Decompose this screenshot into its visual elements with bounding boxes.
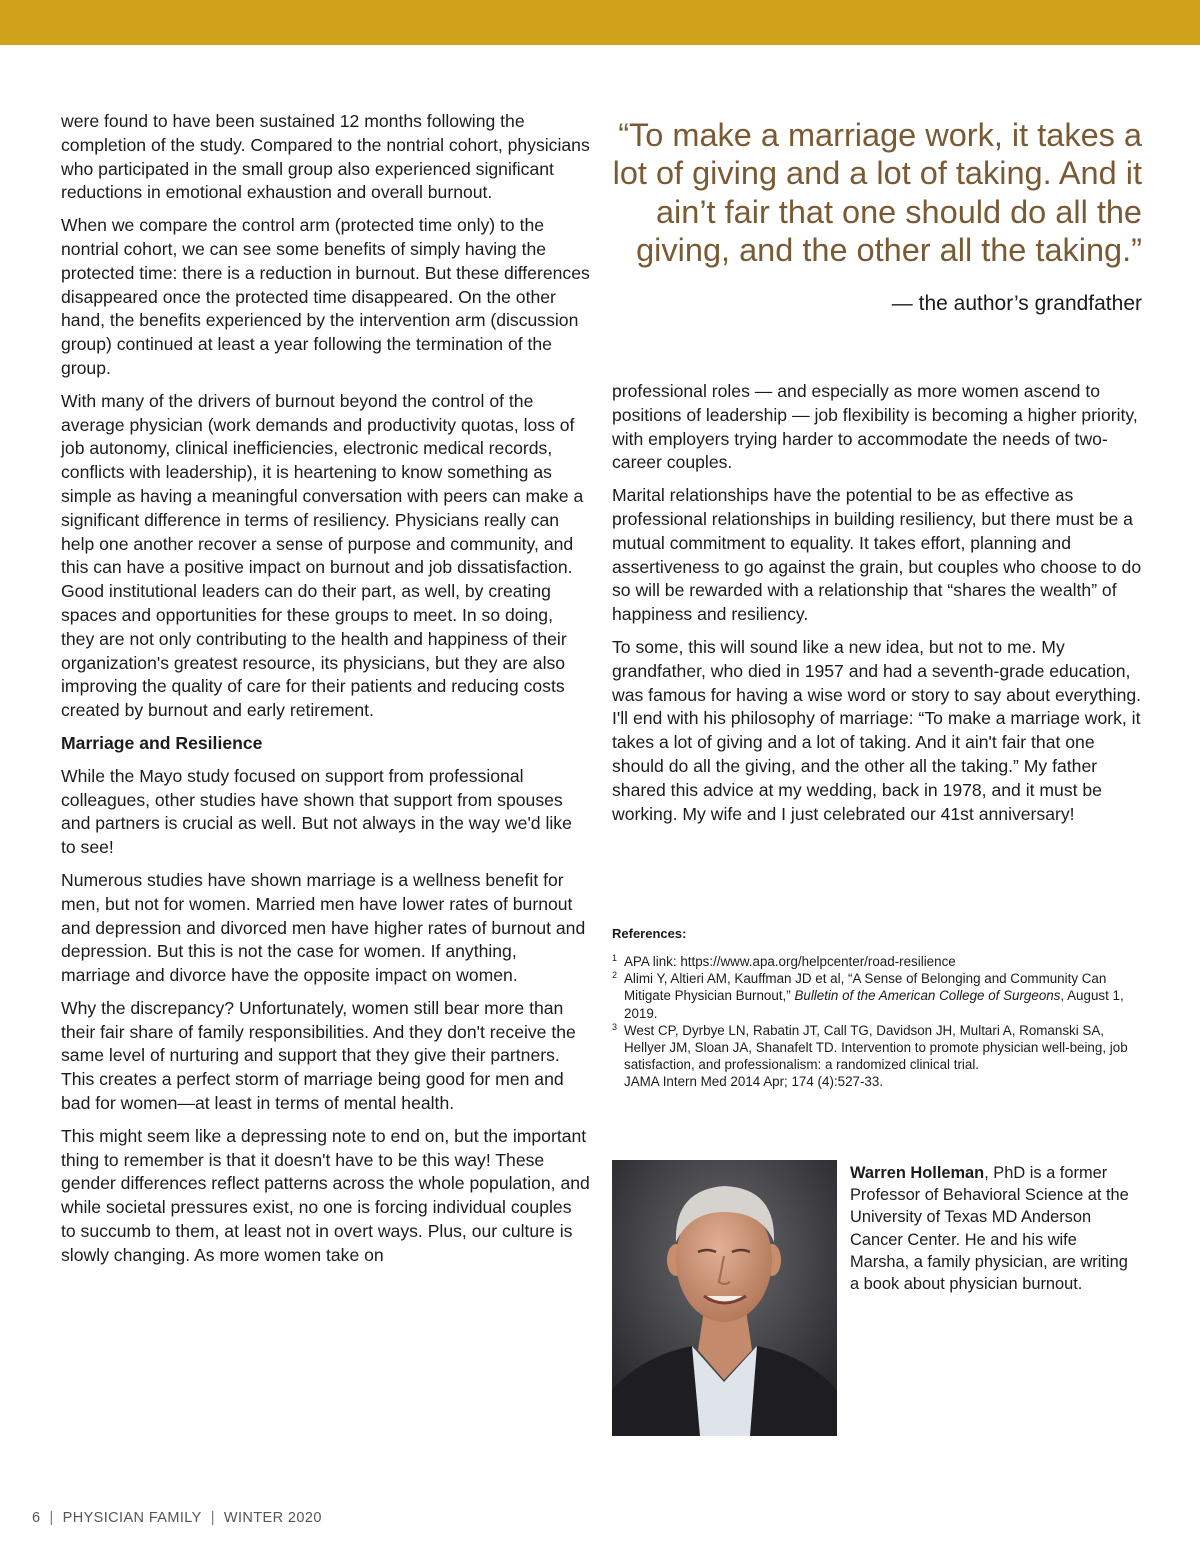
reference-number: 3	[612, 1021, 618, 1032]
author-photo	[612, 1160, 837, 1436]
pull-quote	[612, 116, 1142, 316]
footer-separator: |	[49, 1510, 54, 1526]
reference-text: APA link: https://www.apa.org/helpcenter/road-resilience	[624, 954, 956, 969]
body-paragraph: To some, this will sound like a new idea, but not to me. My grandfather, who died in 1957 and had a seventh-grade education, was famous for having a wise word or story to say about everything. I'll end with his philosophy of marriage: “To make a marriage work, it takes a lot of giving and a lot of taking. And it ain't fair that one should do all the giving, and the other all the taking.” My father shared this advice at my wedding, back in 1978, and it must be working. My wife and I just celebrated our 41st anniversary!	[612, 636, 1142, 824]
body-paragraph: Numerous studies have shown marriage is a wellness benefit for men, but not for women. Married men have lower rates of burnout and depression and divorced men have higher rates of burnout and depression. But this is not the case for women. If anything, marriage and divorce have the opposite impact on women.	[61, 869, 586, 986]
pull-quote-text: “To make a marriage work, it takes a lot of giving and a lot of taking. And it ain’t fair that one should do all the giving, and the other all the taking.”	[612, 117, 1142, 269]
footer-separator: |	[210, 1510, 215, 1526]
reference-text: West CP, Dyrbye LN, Rabatin JT, Call TG, Davidson JH, Multari A, Romanski SA, Hellyer JM, Sloan JA, Shanafelt TD. Intervention to promote physician well-being, job satisfaction, and professionalism: a randomized clinical trial.	[624, 1022, 1128, 1073]
publication-name: PHYSICIAN FAMILY	[62, 1510, 202, 1526]
reference-number: 2	[612, 970, 618, 981]
body-paragraph: Marital relationships have the potential to be as effective as professional relationships in building resiliency, but there must be a mutual commitment to equality. It takes effort, planning and assertiveness to go against the grain, but couples who choose to do so will be rewarded with a relationship that “shares the wealth” of happiness and resiliency.	[612, 485, 1142, 625]
pull-quote-attribution: — the author’s grandfather	[891, 291, 1142, 315]
right-column	[612, 380, 1142, 835]
page-number: 6	[32, 1510, 41, 1526]
references	[612, 926, 1132, 1091]
section-heading: Marriage and Resilience	[61, 732, 263, 753]
author-portrait-illustration	[612, 1160, 837, 1436]
author-name: Warren Holleman	[850, 1164, 985, 1182]
reference-date: , August 1, 2019.	[624, 988, 1124, 1021]
author-description: , PhD is a former Professor of Behavioral Science at the University of Texas MD Anderson Cancer Center. He and his wife Marsha, a family physician, are writing a book about physician burnout.	[850, 1164, 1129, 1294]
body-paragraph: were found to have been sustained 12 months following the completion of the study. Compared to the nontrial cohort, physicians who participated in the small group also experienced significant reductions in emotional exhaustion and overall burnout.	[61, 111, 590, 203]
page-footer	[32, 1510, 322, 1526]
references-heading: References:	[612, 926, 687, 941]
reference-citation: JAMA Intern Med 2014 Apr; 174 (4):527-33.	[624, 1074, 884, 1090]
author-bio	[850, 1162, 1140, 1295]
reference-journal: Bulletin of the American College of Surgeons	[794, 988, 1061, 1004]
reference-text: Alimi Y, Altieri AM, Kauffman JD et al, “A Sense of Belonging and Community Can Mitigate Physician Burnout,”	[624, 971, 1107, 1004]
body-paragraph: When we compare the control arm (protected time only) to the nontrial cohort, we can see some benefits of simply having the protected time: there is a reduction in burnout. But these differences disappeared once the protected time disappeared. On the other hand, the benefits experienced by the intervention arm (discussion group) continued at least a year following the termination of the group.	[61, 215, 590, 378]
body-paragraph: Why the discrepancy? Unfortunately, women still bear more than their fair share of family responsibilities. And they don't receive the same level of nurturing and support that they give their partners. This creates a perfect storm of marriage being good for men and bad for women—at least in terms of mental health.	[61, 997, 576, 1114]
reference-item	[612, 953, 1132, 970]
body-paragraph: This might seem like a depressing note to end on, but the important thing to remember is that it doesn't have to be this way! These gender differences reflect patterns across the whole population, and while societal pressures exist, no one is forcing individual couples to succumb to them, at least not in overt ways. Plus, our culture is slowly changing. As more women take on	[61, 1125, 590, 1265]
reference-item	[612, 970, 1132, 1022]
issue-name: WINTER 2020	[223, 1510, 322, 1526]
header-accent-bar	[0, 0, 1200, 45]
reference-number: 1	[612, 953, 618, 963]
body-paragraph: With many of the drivers of burnout beyond the control of the average physician (work demands and productivity quotas, loss of job autonomy, clinical inefficiencies, electronic medical records, conflicts with leadership), it is heartening to know something as simple as having a meaningful conversation with peers can make a significant difference in terms of resiliency. Physicians really can help one another recover a sense of purpose and community, and this can have a positive impact on burnout and job dissatisfaction. Good institutional leaders can do their part, as well, by creating spaces and opportunities for these groups to meet. In so doing, they are not only contributing to the health and happiness of their organization's greatest resource, its physicians, but they are also improving the quality of care for their patients and reducing costs created by burnout and early retirement.	[61, 390, 584, 721]
reference-item	[612, 1022, 1132, 1091]
left-column	[61, 110, 591, 1277]
body-paragraph: While the Mayo study focused on support from professional colleagues, other studies have shown that support from spouses and partners is crucial as well. But not always in the way we'd like to see!	[61, 765, 572, 858]
body-paragraph: professional roles — and especially as more women ascend to positions of leadership — job flexibility is becoming a higher priority, with employers trying harder to accommodate the needs of two-career couples.	[612, 381, 1138, 473]
